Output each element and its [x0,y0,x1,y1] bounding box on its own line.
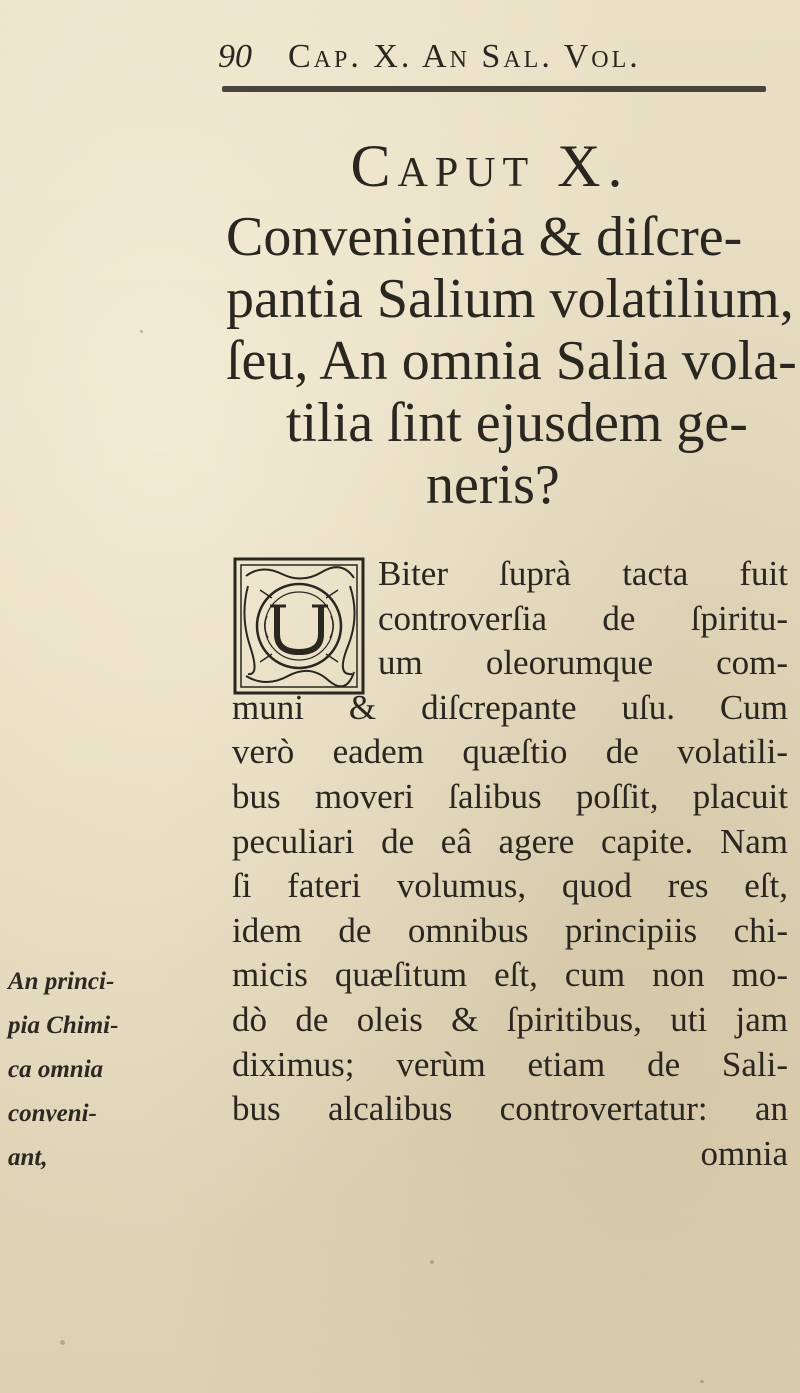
chapter-title-line: neris? [426,454,560,516]
body-line: ſi fateri volumus, quod res eſt, [232,866,788,906]
paper-speck [430,1260,434,1264]
running-title: Cap. X. An Sal. Vol. [288,38,641,75]
marginal-note-line: ca omnia [8,1056,104,1083]
body-line: muni & diſcrepante uſu. Cum [232,687,788,727]
body-line: dò de oleis & ſpiritibus, uti jam [232,999,788,1039]
paper-speck [140,330,143,333]
marginal-note-line: An princi- [8,968,115,995]
body-line: Biter ſuprà tacta fuit [378,554,788,593]
body-line: verò eadem quæſtio de volatili- [232,732,788,772]
running-head [218,38,758,82]
body-line: um oleorumque com- [378,643,788,683]
catchword: omnia [700,1133,788,1173]
paper-speck [700,1380,704,1383]
marginal-note-line: ant, [8,1144,48,1171]
body-line: bus moveri ſalibus poſſit, placuit [232,776,788,816]
body-line: idem de omnibus principiis chi- [232,910,788,950]
marginal-note-line: conveni- [8,1100,97,1127]
page-number: 90 [218,38,252,75]
paper-speck [60,1340,65,1345]
chapter-title-line: pantia Salium volatilium, [226,268,794,330]
body-line: diximus; verùm etiam de Sali- [232,1044,788,1084]
body-line: bus alcalibus controvertatur: an [232,1089,788,1129]
header-rule [222,86,766,92]
marginal-note [8,960,238,1180]
body-line: peculiari de eâ agere capite. Nam [232,821,788,861]
body-text [232,552,788,1176]
body-line: micis quæſitum eſt, cum non mo- [232,955,788,995]
chapter-title [226,206,797,516]
marginal-note-line: pia Chimi- [8,1012,119,1039]
chapter-title-line: Convenientia & diſcre- [226,206,743,268]
chapter-title-line: tilia ſint ejusdem ge- [286,392,748,454]
chapter-heading: Caput X. [350,133,630,199]
body-line: controverſia de ſpiritu- [378,598,788,638]
chapter-title-line: ſeu, An omnia Salia vola- [226,330,797,392]
